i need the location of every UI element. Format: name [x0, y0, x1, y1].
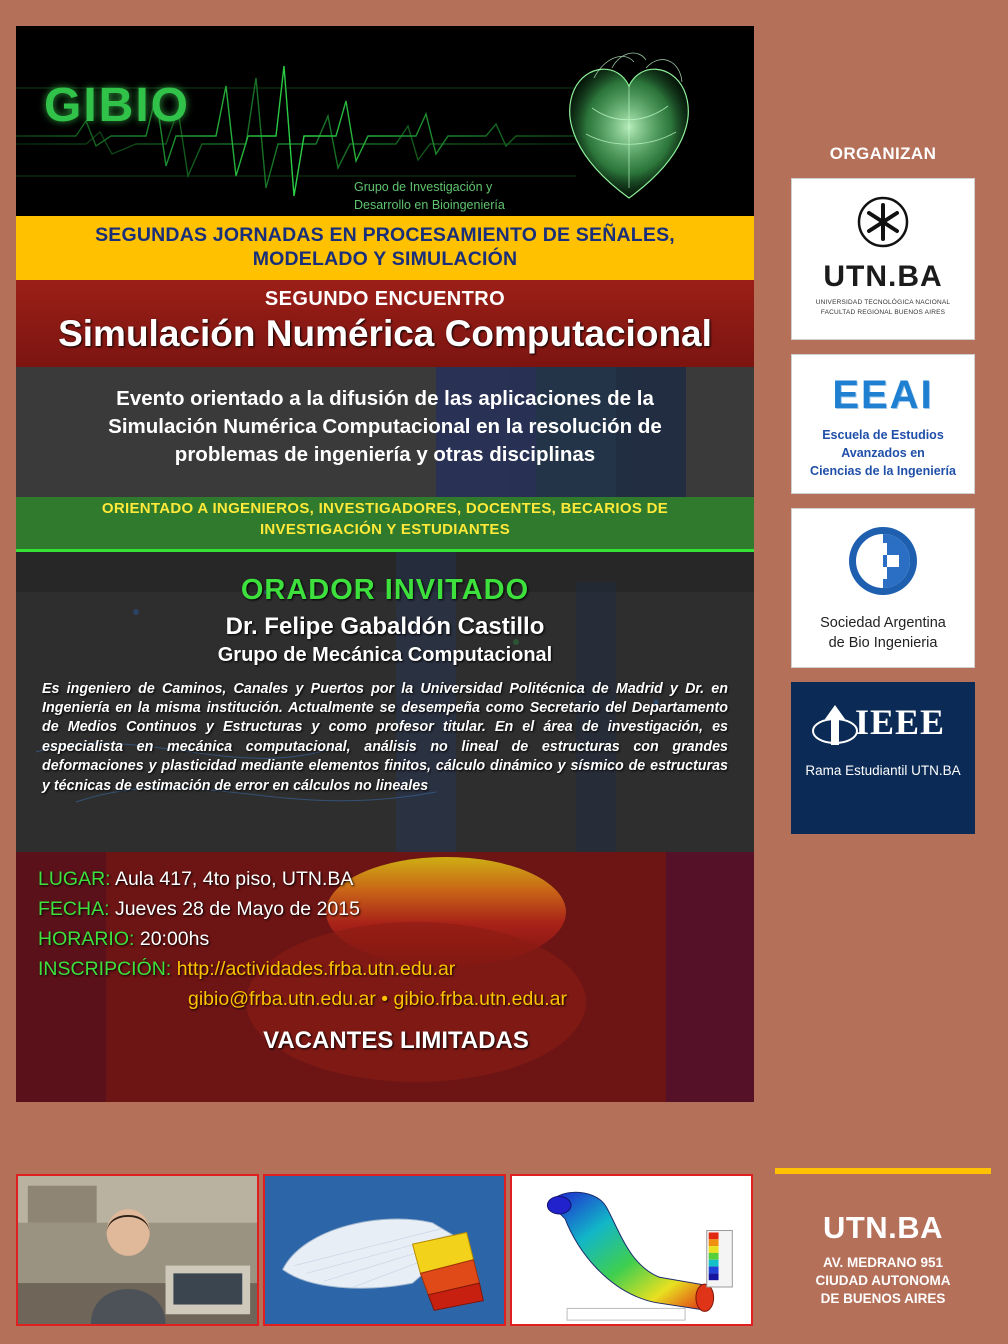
footer-address-line2: CIUDAD AUTONOMA [815, 1273, 951, 1289]
heart-wireframe-icon [534, 38, 724, 210]
contact-emails[interactable]: gibio@frba.utn.edu.ar • gibio.frba.utn.edu.ar [188, 987, 567, 1010]
utn-ba-subtitle-line2: FACULTAD REGIONAL BUENOS AIRES [820, 308, 946, 316]
speaker-heading: ORADOR INVITADO [240, 573, 530, 606]
encuentro-label: SEGUNDO ENCUENTRO [264, 287, 506, 310]
audience-line1: ORIENTADO A INGENIEROS, INVESTIGADORES, DOCENTES, BECARIOS DE [101, 499, 669, 517]
horario-label: HORARIO: [38, 927, 135, 950]
eeai-subtitle-line3: Ciencias de la Ingeniería [810, 464, 956, 479]
lugar-value: Aula 417, 4to piso, UTN.BA [114, 867, 354, 890]
headline-line1: SEGUNDAS JORNADAS EN PROCESAMIENTO DE SEÑALES, [95, 224, 675, 246]
sabi-circle-icon [845, 523, 921, 599]
audience-line2: INVESTIGACIÓN Y ESTUDIANTES [259, 520, 511, 538]
page-title: Simulación Numérica Computacional [58, 312, 712, 354]
utn-ba-subtitle [792, 298, 974, 318]
info-inscripcion[interactable] [38, 958, 754, 981]
eeai-text: EEAI [832, 373, 934, 417]
logo-card-eeai [791, 354, 975, 494]
gibio-subtitle-line2: Desarrollo en Bioingeniería [354, 198, 505, 213]
speaker-block [16, 552, 754, 852]
gibio-banner [16, 26, 754, 216]
ieee-text: IEEE [854, 702, 946, 742]
main-poster-column [16, 26, 754, 1326]
inscripcion-label: INSCRIPCIÓN: [38, 957, 172, 980]
headline-line2: MODELADO Y SIMULACIÓN [252, 248, 518, 271]
photo-fem-mesh-blue [263, 1174, 506, 1326]
photo-strip [16, 1174, 754, 1326]
speaker-bio: Es ingeniero de Caminos, Canales y Puertos por la Universidad Politécnica de Madrid y Dr. en Ingeniería en la misma institución. Actualmente se desempeña como Secretario del Departamento de Medios Continuos y Estructuras y como profesor titular. En el área de investigación, es especialista en mecánica computacional, análisis no lineal de estructuras con grandes deformaciones y plasticidad mediante elementos finitos, cálculo dinámico y sísmico de estructuras y técnicas de estimación de error en cálculos no lineales [42, 680, 728, 794]
info-fecha [38, 898, 754, 921]
horario-value: 20:00hs [139, 927, 210, 950]
eeai-subtitle-line1: Escuela de Estudios [822, 428, 944, 442]
footer-block [775, 1174, 991, 1326]
description-line3: problemas de ingeniería y otras disciplinas [174, 443, 596, 467]
ieee-arrow-icon [808, 701, 862, 753]
speaker-name: Dr. Felipe Gabaldón Castillo [225, 612, 545, 640]
eeai-subtitle-line2: Avanzados en [841, 446, 925, 461]
eeai-subtitle [792, 426, 974, 480]
info-horario [38, 928, 754, 951]
ieee-subtitle: Rama Estudiantil UTN.BA [805, 763, 961, 778]
headline-bar [16, 216, 754, 280]
photo-researcher-at-desk [16, 1174, 259, 1326]
logo-card-ieee [791, 682, 975, 834]
sponsor-sidebar [775, 26, 991, 1326]
sabi-text-line2: de Bio Ingenieria [828, 634, 938, 651]
organizan-heading: ORGANIZAN [829, 144, 937, 163]
speaker-group: Grupo de Mecánica Computacional [217, 643, 553, 666]
sabi-text-line1: Sociedad Argentina [820, 615, 946, 631]
footer-address-line3: DE BUENOS AIRES [820, 1291, 946, 1307]
footer-address [775, 1254, 991, 1309]
vacantes-note: VACANTES LIMITADAS [263, 1026, 529, 1054]
description-line1: Evento orientado a la difusión de las aplicaciones de la [116, 386, 654, 410]
fecha-value: Jueves 28 de Mayo de 2015 [114, 897, 360, 920]
logo-card-utn-ba [791, 178, 975, 340]
utn-asterisk-icon [856, 195, 910, 249]
footer-title: UTN.BA [822, 1210, 944, 1245]
fecha-label: FECHA: [38, 897, 110, 920]
lugar-label: LUGAR: [38, 867, 111, 890]
description-block [16, 367, 754, 488]
logo-card-sabi [791, 508, 975, 668]
footer-address-line1: AV. MEDRANO 951 [822, 1255, 944, 1270]
description-line2: Simulación Numérica Computacional en la resolución de [108, 415, 662, 439]
audience-bar [16, 488, 754, 552]
utn-ba-text: UTN.BA [823, 260, 943, 293]
inscripcion-url[interactable]: http://actividades.frba.utn.edu.ar [176, 957, 456, 980]
info-lugar [38, 868, 754, 891]
event-info-block [16, 852, 754, 1102]
gibio-logo-text: GIBIO [44, 79, 191, 132]
title-bar [16, 280, 754, 367]
photo-fem-colormap-tube [510, 1174, 753, 1326]
gibio-subtitle-line1: Grupo de Investigación y [354, 180, 493, 194]
sabi-text [792, 614, 974, 653]
utn-ba-subtitle-line1: UNIVERSIDAD TECNOLÓGICA NACIONAL [815, 299, 951, 306]
